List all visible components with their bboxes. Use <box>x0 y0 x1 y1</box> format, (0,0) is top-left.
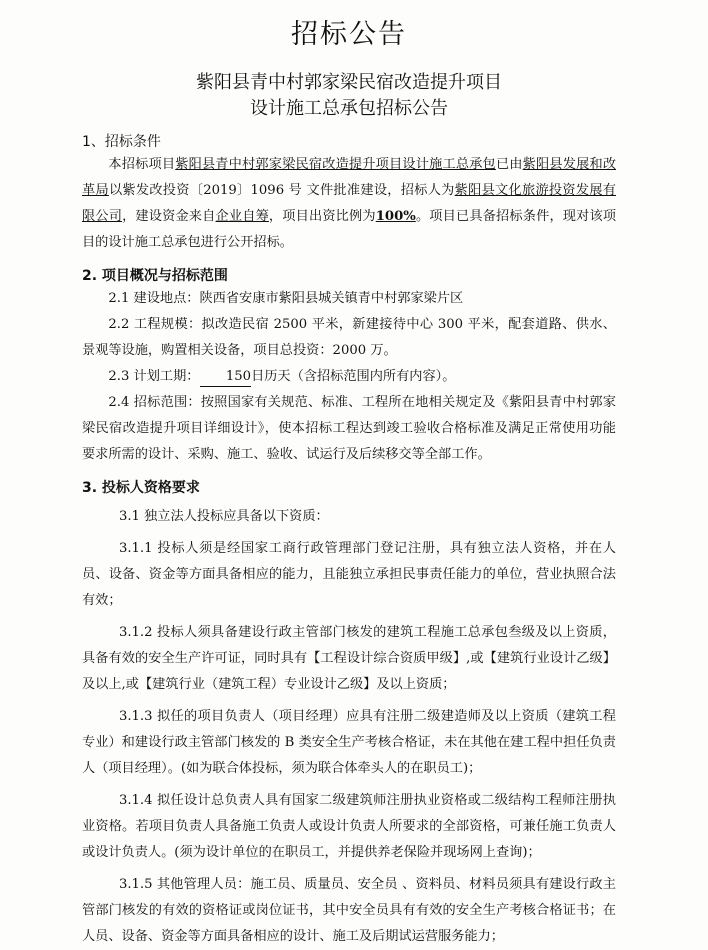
section-heading-1: 1、招标条件 <box>82 134 161 150</box>
paragraph-3-1-4: 3.1.4 拟任设计总负责人具有国家二级建筑师注册执业资格或二级结构工程师注册执业资格。若项目负责人具备施工负责人或设计负责人所要求的全部资格，可兼任施工负责人或设计负责人。(须为设计单位的在职员工，并提供养老保险并现场网上查询)； <box>82 793 616 860</box>
paragraph-3-1-5: 3.1.5 其他管理人员：施工员、质量员、安全员 、资料员、材料员须具有建设行政主管部门核发的有效的资格证或岗位证书，其中安全员具有有效的安全生产考核合格证书；在人员、设备、资金等方面具备相应的设计、施工及后期试运营服务能力； <box>82 877 616 944</box>
text: ，项目出资比例为 <box>268 209 376 224</box>
tenderer-name: 紫阳县文化旅游投资发展有限公司 <box>82 183 616 224</box>
paragraph-2-4: 2.4 招标范围：按照国家有关规范、标准、工程所在地相关规定及《紫阳县青中村郭家梁民宿改造提升项目详细设计》，使本招标工程达到竣工验收合格标准及满足正常使用功能要求所需的设计、采购、施工、验收、试运行及后续移交等全部工作。 <box>82 395 616 462</box>
duration-days: 150 <box>200 368 252 387</box>
project-title <box>82 70 616 122</box>
paragraph-3-1-2: 3.1.2 投标人须具备建设行政主管部门核发的建筑工程施工总承包叁级及以上资质，具备有效的安全生产许可证，同时具有【工程设计综合资质甲级】,或【建筑行业设计乙级】及以上,或【建筑行业（建筑工程）专业设计乙级】及以上资质； <box>82 625 616 692</box>
text: 日历天（含招标范围内所有内容）。 <box>251 369 456 384</box>
text: 2.3 计划工期： <box>108 369 200 384</box>
text: 。项目已具备招标条件，现对该项目的设计施工总承包进行公开招标。 <box>82 209 617 250</box>
paragraph-3-1-1: 3.1.1 投标人须是经国家工商行政管理部门登记注册，具有独立法人资格，并在人员、设备、资金等方面具备相应的能力，且能独立承担民事责任能力的单位，营业执照合法有效； <box>82 541 616 608</box>
fund-source: 企业自筹 <box>215 209 269 224</box>
project-name: 紫阳县青中村郭家梁民宿改造提升项目设计施工总承包 <box>175 157 496 172</box>
paragraph-3-1: 3.1 独立法人投标应具备以下资质： <box>118 509 329 524</box>
paragraph-3-1-3: 3.1.3 拟任的项目负责人（项目经理）应具有注册二级建造师及以上资质（建筑工程专业）和建设行政主管部门核发的 B 类安全生产考核合格证，未在其他在建工程中担任负责人（项目经理）。(如为联合体投标，须为联合体牵头人的在职员工)； <box>82 709 616 776</box>
paragraph-2-3 <box>82 364 616 390</box>
text: 以紫发改投资〔2019〕1096 号 文件批准建设，招标人为 <box>108 183 455 198</box>
paragraph-2-1: 2.1 建设地点：陕西省安康市紫阳县城关镇青中村郭家梁片区 <box>108 291 464 306</box>
paragraph-2-2: 2.2 工程规模：拟改造民宿 2500 平米，新建接待中心 300 平米，配套道路、供水、景观等设施，购置相关设备，项目总投资：2000 万。 <box>82 317 616 358</box>
approving-authority: 紫阳县发展和改革局 <box>82 157 617 198</box>
text: 已由 <box>495 157 523 172</box>
paragraph-tender-conditions <box>82 152 616 256</box>
section-heading-2: 2. 项目概况与招标范围 <box>82 268 228 284</box>
project-title-line-1: 紫阳县青中村郭家梁民宿改造提升项目 <box>196 72 502 93</box>
page-title: 招标公告 <box>291 19 407 50</box>
text: 本招标项目 <box>108 157 176 172</box>
text: ，建设资金来自 <box>122 209 216 224</box>
funding-ratio: 100% <box>375 209 416 224</box>
section-heading-3: 3. 投标人资格要求 <box>82 480 200 496</box>
project-title-line-2: 设计施工总承包招标公告 <box>250 98 448 119</box>
